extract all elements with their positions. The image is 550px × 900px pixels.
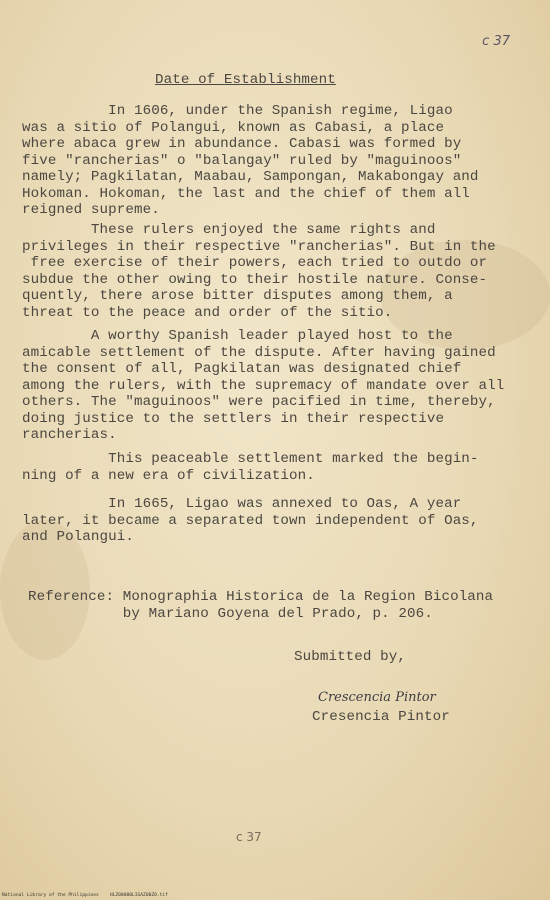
paragraph-1: In 1606, under the Spanish regime, Ligao was a sitio of Polangui, known as Cabasi, a place where abaca grew in abundance. Cabasi was formed by five "rancherias" o "balangay" ruled by "maguinoos" namely; Pagkilatan, Maabau, Sampongan, Makabongay and Hokoman. Hokoman, the last and the chief of them all reigned supreme. bbox=[22, 103, 479, 218]
handwritten-signature: Crescencia Pintor bbox=[318, 690, 436, 705]
paragraph-3: A worthy Spanish leader played host to the amicable settlement of the dispute. After having gained the consent of all, Pagkilatan was designated chief among the rulers, with the supremacy of mandate over all others. The "maguinoos" were pacified in time, thereby, doing justice to the settlers in their respective rancherias. bbox=[22, 328, 505, 443]
paragraph-4: This peaceable settlement marked the begin- ning of a new era of civilization. bbox=[22, 451, 479, 484]
document-title: Date of Establishment bbox=[155, 72, 336, 88]
submitted-by: Submitted by, bbox=[294, 649, 406, 665]
archive-footer: National Library of the Philippines HLZ00000LIGAZ00Z0.tif bbox=[2, 893, 168, 898]
paragraph-5: In 1665, Ligao was annexed to Oas, A year later, it became a separated town independent of Oas, and Polangui. bbox=[22, 496, 479, 545]
reference-line-2: by Mariano Goyena del Prado, p. 206. bbox=[28, 605, 433, 622]
page-number-top: c 37 bbox=[482, 34, 510, 49]
author-name: Cresencia Pintor bbox=[312, 709, 450, 725]
page-number-bottom: c 37 bbox=[236, 830, 262, 844]
reference bbox=[28, 589, 493, 622]
reference-line-1: Reference: Monographia Historica de la Region Bicolana bbox=[28, 589, 494, 605]
paragraph-2: These rulers enjoyed the same rights and privileges in their respective "rancherias". But in the free exercise of their powers, each tried to outdo or subdue the other owing to their hostile nature. Conse- quently, there arose bitter disputes among them, a threat to the peace and order of the sitio. bbox=[22, 222, 496, 321]
